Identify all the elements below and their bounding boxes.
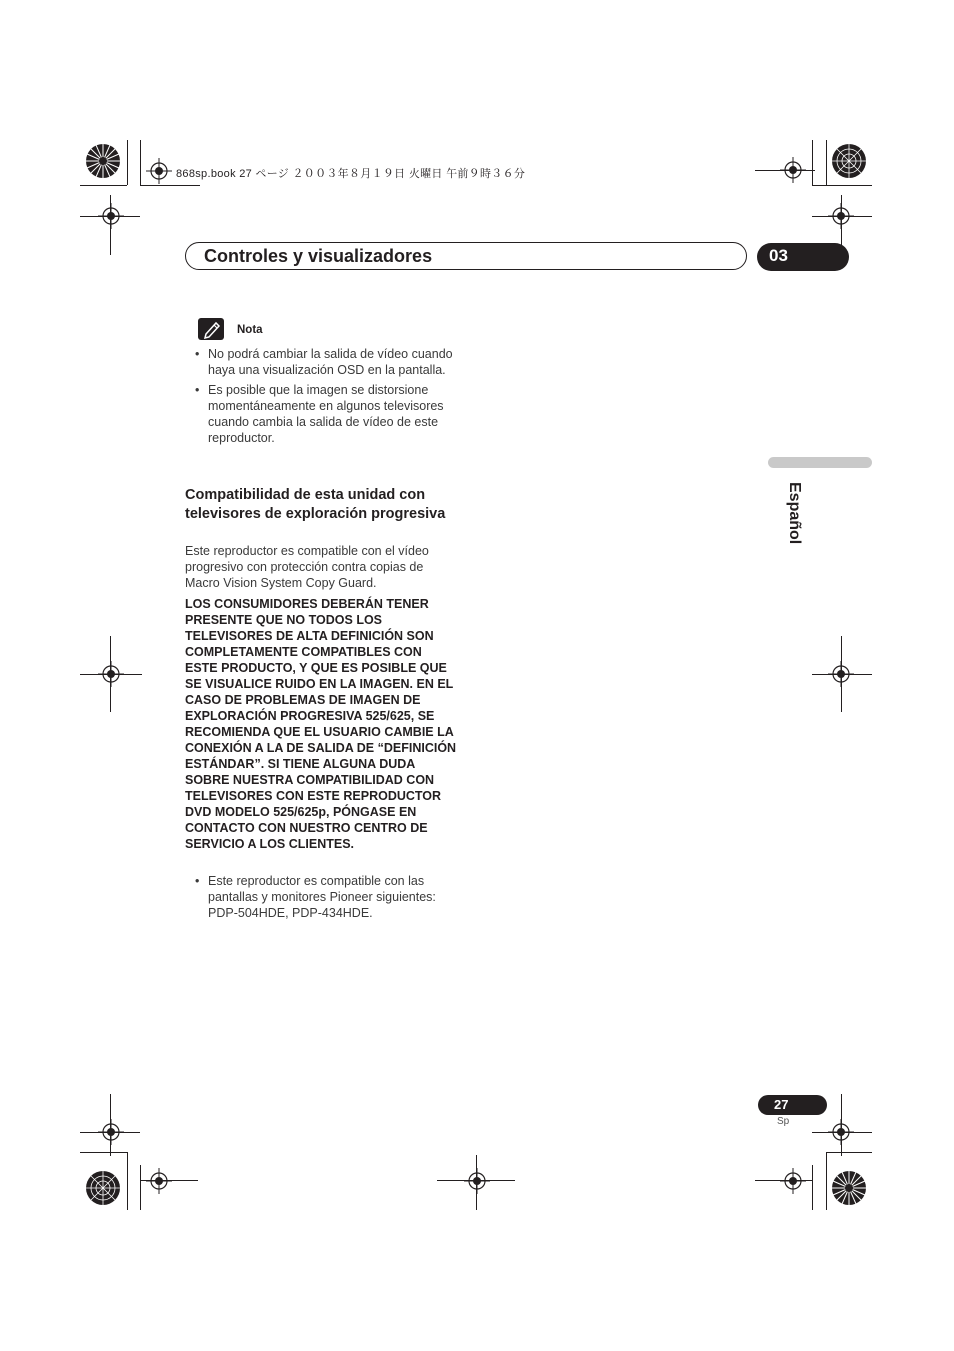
section-heading: Compatibilidad de esta unidad con televisores de exploración progresiva [185, 487, 446, 522]
registration-mark-icon [146, 158, 172, 184]
language-tab-label: Español [786, 482, 803, 545]
list-item [195, 382, 455, 446]
crop-mark [841, 1094, 842, 1156]
crop-mark [812, 1165, 813, 1210]
compatibility-list [195, 873, 455, 925]
crop-mark [476, 1155, 477, 1210]
chapter-number-badge [757, 243, 849, 271]
chapter-title: Controles y visualizadores [204, 246, 433, 266]
list-item [195, 346, 455, 378]
crop-mark [826, 140, 827, 185]
registration-mark-icon [146, 1168, 172, 1194]
starburst-mark-icon [85, 143, 121, 179]
crop-mark [812, 1132, 872, 1133]
chapter-number: 03 [769, 246, 788, 265]
crop-mark [127, 1152, 128, 1210]
crop-mark [140, 185, 200, 186]
list-item [195, 873, 455, 921]
note-list [195, 346, 455, 450]
crop-mark [110, 195, 111, 255]
bullet-marker: • [195, 347, 200, 361]
crop-mark [80, 185, 127, 186]
note-pencil-icon [198, 318, 224, 340]
crop-mark [812, 216, 872, 217]
page-number: 27 [774, 1097, 789, 1112]
crop-mark [80, 1132, 140, 1133]
page-number-badge [758, 1095, 827, 1115]
registration-mark-icon [464, 1168, 490, 1194]
note-heading: Nota [237, 324, 263, 336]
chapter-title-bar [185, 242, 747, 270]
section-intro: Este reproductor es compatible con el vídeo progresivo con protección contra copias de Macro Vision System Copy Guard. [185, 544, 429, 590]
crop-mark [80, 216, 140, 217]
note-item-text: Es posible que la imagen se distorsione momentáneamente en algunos televisores cuando cambia la salida de vídeo de este reproductor. [208, 383, 444, 445]
bullet-marker: • [195, 874, 200, 888]
starburst-mark-icon [831, 1170, 867, 1206]
crop-mark [80, 674, 142, 675]
crop-mark [140, 140, 141, 185]
crop-mark [812, 185, 872, 186]
page-language-suffix: Sp [777, 1116, 790, 1127]
crop-mark [812, 674, 872, 675]
registration-mark-icon [780, 157, 806, 183]
crop-mark [127, 140, 128, 185]
starburst-mark-icon [85, 1170, 121, 1206]
crop-mark [826, 1152, 827, 1210]
bullet-marker: • [195, 383, 200, 397]
crop-mark [140, 1165, 141, 1210]
starburst-mark-icon [831, 143, 867, 179]
note-item-text: No podrá cambiar la salida de vídeo cuando haya una visualización OSD en la pantalla. [208, 347, 453, 377]
crop-mark [812, 140, 813, 185]
crop-mark [110, 1094, 111, 1156]
crop-mark [826, 1152, 872, 1153]
registration-mark-icon [780, 1168, 806, 1194]
file-header: 868sp.book 27 ページ ２００３年８月１９日 火曜日 午前９時３６分 [176, 168, 526, 180]
warning-paragraph: LOS CONSUMIDORES DEBERÁN TENER PRESENTE QUE NO TODOS LOS TELEVISORES DE ALTA DEFINICIÓN SON COMPLETAMENTE COMPATIBLES CON ESTE PRODUCTO, Y QUE ES POSIBLE QUE SE VISUALICE RUIDO EN LA IMAGEN. EN EL CASO DE PROBLEMAS DE IMAGEN DE EXPLORACIÓN PROGRESIVA 525/625, SE RECOMIENDA QUE EL USUARIO CAMBIE LA CONEXIÓN A LA DE SALIDA DE “DEFINICIÓN ESTÁNDAR”. SI TIENE ALGUNA DUDA SOBRE NUESTRA COMPATIBILIDAD CON TELEVISORES CON ESTE REPRODUCTOR DVD MODELO 525/625p, PÓNGASE EN CONTACTO CON NUESTRO CENTRO DE SERVICIO A LOS CLIENTES. [185, 597, 457, 851]
language-tab-bar [768, 457, 872, 468]
crop-mark [80, 1152, 127, 1153]
compatibility-item-text: Este reproductor es compatible con las pantallas y monitores Pioneer siguientes: PDP-504HDE, PDP-434HDE. [208, 874, 436, 920]
